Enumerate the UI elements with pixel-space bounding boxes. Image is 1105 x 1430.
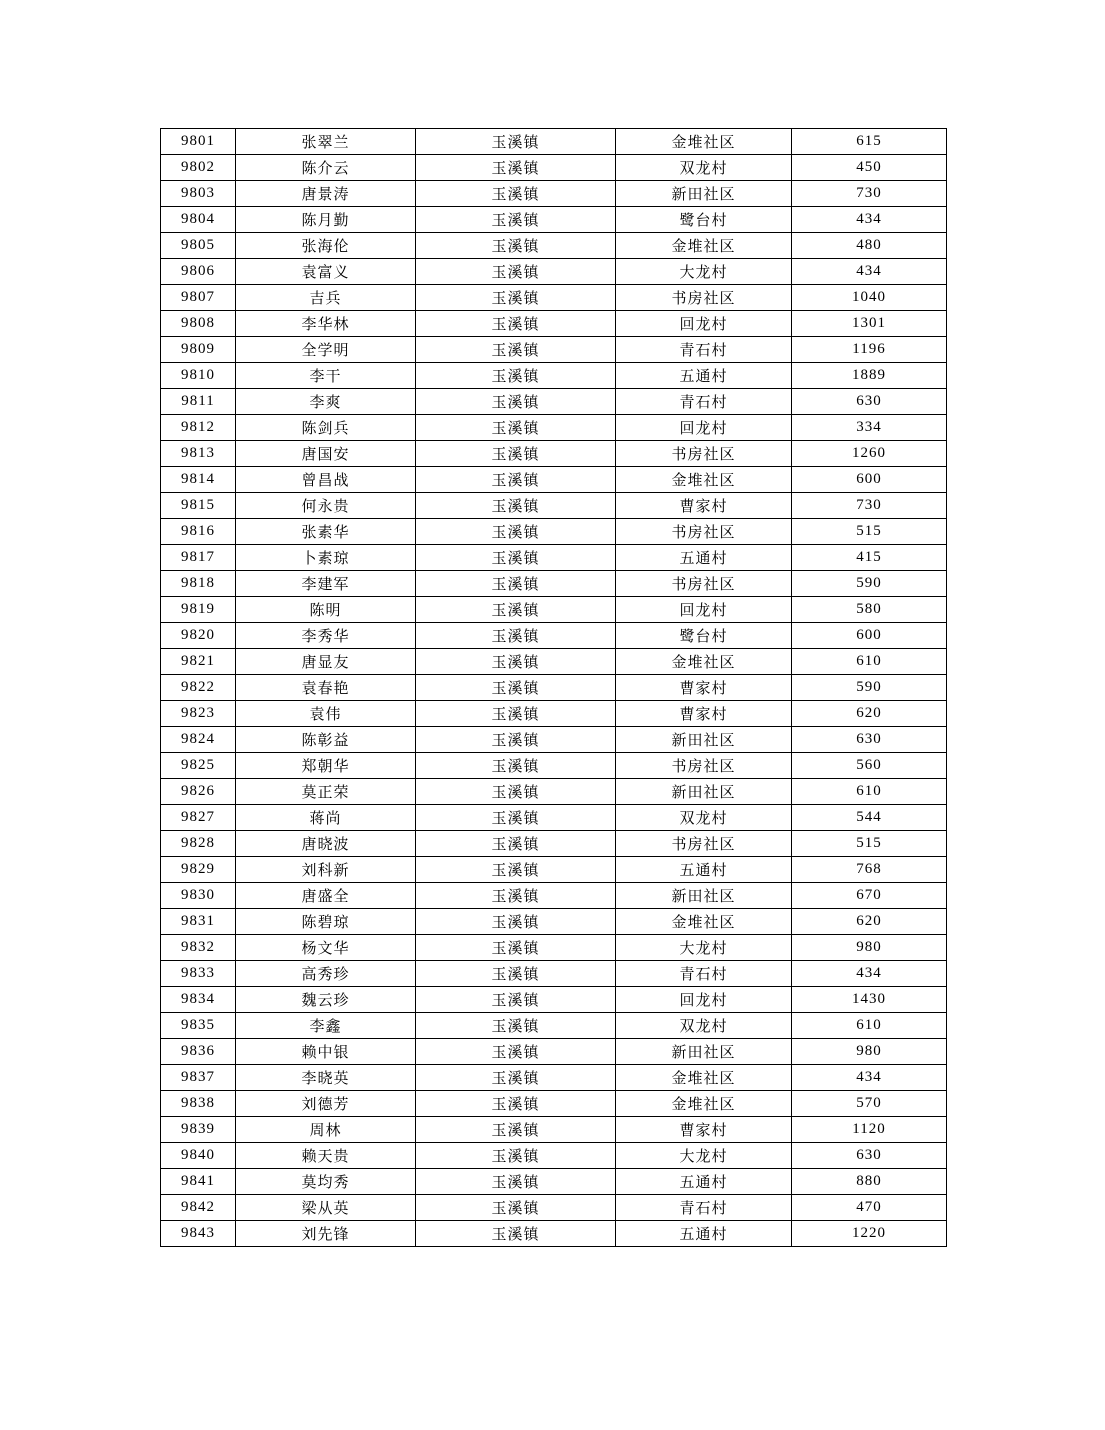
- cell-town: 玉溪镇: [416, 935, 616, 961]
- cell-name: 李华林: [236, 311, 416, 337]
- cell-town: 玉溪镇: [416, 649, 616, 675]
- cell-amount: 590: [792, 675, 947, 701]
- cell-amount: 670: [792, 883, 947, 909]
- cell-town: 玉溪镇: [416, 1013, 616, 1039]
- cell-village: 曹家村: [616, 675, 792, 701]
- cell-amount: 980: [792, 1039, 947, 1065]
- cell-id: 9806: [161, 259, 236, 285]
- cell-village: 五通村: [616, 1221, 792, 1247]
- cell-village: 回龙村: [616, 311, 792, 337]
- cell-amount: 434: [792, 961, 947, 987]
- table-row: [161, 363, 947, 389]
- cell-id: 9833: [161, 961, 236, 987]
- cell-name: 袁富义: [236, 259, 416, 285]
- cell-town: 玉溪镇: [416, 909, 616, 935]
- cell-id: 9842: [161, 1195, 236, 1221]
- cell-id: 9836: [161, 1039, 236, 1065]
- cell-town: 玉溪镇: [416, 597, 616, 623]
- table-row: [161, 155, 947, 181]
- cell-id: 9820: [161, 623, 236, 649]
- cell-id: 9810: [161, 363, 236, 389]
- cell-amount: 1196: [792, 337, 947, 363]
- cell-amount: 610: [792, 649, 947, 675]
- cell-name: 陈彰益: [236, 727, 416, 753]
- cell-name: 赖中银: [236, 1039, 416, 1065]
- cell-name: 何永贵: [236, 493, 416, 519]
- cell-village: 金堆社区: [616, 129, 792, 155]
- cell-town: 玉溪镇: [416, 129, 616, 155]
- cell-town: 玉溪镇: [416, 753, 616, 779]
- cell-name: 唐显友: [236, 649, 416, 675]
- cell-village: 金堆社区: [616, 1091, 792, 1117]
- cell-id: 9832: [161, 935, 236, 961]
- cell-amount: 1430: [792, 987, 947, 1013]
- cell-id: 9804: [161, 207, 236, 233]
- table-row: [161, 1169, 947, 1195]
- cell-name: 郑朝华: [236, 753, 416, 779]
- cell-town: 玉溪镇: [416, 1221, 616, 1247]
- cell-amount: 434: [792, 207, 947, 233]
- cell-village: 五通村: [616, 1169, 792, 1195]
- table-row: [161, 285, 947, 311]
- cell-id: 9839: [161, 1117, 236, 1143]
- cell-name: 赖天贵: [236, 1143, 416, 1169]
- cell-village: 双龙村: [616, 1013, 792, 1039]
- cell-id: 9814: [161, 467, 236, 493]
- cell-town: 玉溪镇: [416, 415, 616, 441]
- cell-name: 李晓英: [236, 1065, 416, 1091]
- cell-amount: 515: [792, 519, 947, 545]
- cell-amount: 1260: [792, 441, 947, 467]
- cell-name: 张海伦: [236, 233, 416, 259]
- cell-amount: 434: [792, 259, 947, 285]
- cell-id: 9802: [161, 155, 236, 181]
- cell-name: 卜素琼: [236, 545, 416, 571]
- cell-id: 9811: [161, 389, 236, 415]
- cell-town: 玉溪镇: [416, 831, 616, 857]
- cell-town: 玉溪镇: [416, 1091, 616, 1117]
- cell-village: 书房社区: [616, 831, 792, 857]
- cell-id: 9812: [161, 415, 236, 441]
- table-row: [161, 415, 947, 441]
- table-row: [161, 961, 947, 987]
- cell-town: 玉溪镇: [416, 155, 616, 181]
- cell-amount: 630: [792, 727, 947, 753]
- table-row: [161, 857, 947, 883]
- table-row: [161, 1065, 947, 1091]
- cell-id: 9816: [161, 519, 236, 545]
- cell-village: 回龙村: [616, 415, 792, 441]
- cell-amount: 580: [792, 597, 947, 623]
- cell-town: 玉溪镇: [416, 493, 616, 519]
- cell-village: 金堆社区: [616, 467, 792, 493]
- cell-amount: 1301: [792, 311, 947, 337]
- cell-id: 9825: [161, 753, 236, 779]
- table-row: [161, 519, 947, 545]
- cell-village: 书房社区: [616, 441, 792, 467]
- cell-name: 陈碧琼: [236, 909, 416, 935]
- cell-name: 陈月勤: [236, 207, 416, 233]
- cell-id: 9822: [161, 675, 236, 701]
- cell-id: 9803: [161, 181, 236, 207]
- table-row: [161, 805, 947, 831]
- cell-town: 玉溪镇: [416, 571, 616, 597]
- cell-id: 9824: [161, 727, 236, 753]
- cell-amount: 544: [792, 805, 947, 831]
- cell-amount: 880: [792, 1169, 947, 1195]
- roster-table-body: [161, 129, 947, 1247]
- cell-name: 张翠兰: [236, 129, 416, 155]
- cell-name: 唐盛全: [236, 883, 416, 909]
- cell-town: 玉溪镇: [416, 233, 616, 259]
- cell-name: 魏云珍: [236, 987, 416, 1013]
- cell-village: 新田社区: [616, 1039, 792, 1065]
- cell-name: 李建军: [236, 571, 416, 597]
- cell-amount: 470: [792, 1195, 947, 1221]
- cell-village: 金堆社区: [616, 649, 792, 675]
- cell-town: 玉溪镇: [416, 259, 616, 285]
- cell-name: 刘先锋: [236, 1221, 416, 1247]
- cell-village: 书房社区: [616, 519, 792, 545]
- table-row: [161, 623, 947, 649]
- table-row: [161, 727, 947, 753]
- cell-town: 玉溪镇: [416, 285, 616, 311]
- cell-amount: 630: [792, 1143, 947, 1169]
- table-row: [161, 337, 947, 363]
- cell-amount: 415: [792, 545, 947, 571]
- table-row: [161, 311, 947, 337]
- cell-town: 玉溪镇: [416, 987, 616, 1013]
- cell-town: 玉溪镇: [416, 441, 616, 467]
- cell-village: 青石村: [616, 961, 792, 987]
- table-row: [161, 779, 947, 805]
- cell-town: 玉溪镇: [416, 181, 616, 207]
- cell-town: 玉溪镇: [416, 337, 616, 363]
- table-row: [161, 909, 947, 935]
- cell-village: 新田社区: [616, 883, 792, 909]
- cell-name: 莫均秀: [236, 1169, 416, 1195]
- cell-name: 陈明: [236, 597, 416, 623]
- cell-town: 玉溪镇: [416, 675, 616, 701]
- table-row: [161, 389, 947, 415]
- cell-name: 梁从英: [236, 1195, 416, 1221]
- table-row: [161, 441, 947, 467]
- cell-town: 玉溪镇: [416, 701, 616, 727]
- cell-amount: 450: [792, 155, 947, 181]
- table-row: [161, 493, 947, 519]
- table-row: [161, 1039, 947, 1065]
- table-row: [161, 701, 947, 727]
- cell-amount: 610: [792, 1013, 947, 1039]
- cell-name: 刘德芳: [236, 1091, 416, 1117]
- table-row: [161, 1221, 947, 1247]
- cell-name: 唐晓波: [236, 831, 416, 857]
- table-row: [161, 545, 947, 571]
- cell-name: 李秀华: [236, 623, 416, 649]
- cell-village: 青石村: [616, 1195, 792, 1221]
- cell-name: 刘科新: [236, 857, 416, 883]
- cell-village: 书房社区: [616, 285, 792, 311]
- table-row: [161, 883, 947, 909]
- cell-town: 玉溪镇: [416, 1039, 616, 1065]
- cell-id: 9823: [161, 701, 236, 727]
- cell-id: 9838: [161, 1091, 236, 1117]
- cell-id: 9807: [161, 285, 236, 311]
- table-row: [161, 987, 947, 1013]
- cell-id: 9837: [161, 1065, 236, 1091]
- cell-village: 新田社区: [616, 727, 792, 753]
- table-row: [161, 597, 947, 623]
- cell-id: 9828: [161, 831, 236, 857]
- cell-name: 李鑫: [236, 1013, 416, 1039]
- cell-amount: 630: [792, 389, 947, 415]
- cell-village: 新田社区: [616, 181, 792, 207]
- cell-amount: 615: [792, 129, 947, 155]
- cell-name: 曾昌战: [236, 467, 416, 493]
- cell-town: 玉溪镇: [416, 311, 616, 337]
- table-row: [161, 1195, 947, 1221]
- cell-village: 金堆社区: [616, 909, 792, 935]
- cell-id: 9817: [161, 545, 236, 571]
- cell-amount: 600: [792, 467, 947, 493]
- cell-town: 玉溪镇: [416, 519, 616, 545]
- cell-town: 玉溪镇: [416, 1117, 616, 1143]
- cell-name: 袁春艳: [236, 675, 416, 701]
- cell-amount: 980: [792, 935, 947, 961]
- cell-id: 9840: [161, 1143, 236, 1169]
- cell-town: 玉溪镇: [416, 805, 616, 831]
- cell-village: 双龙村: [616, 805, 792, 831]
- table-row: [161, 1117, 947, 1143]
- cell-village: 书房社区: [616, 753, 792, 779]
- cell-id: 9818: [161, 571, 236, 597]
- cell-town: 玉溪镇: [416, 727, 616, 753]
- cell-amount: 1040: [792, 285, 947, 311]
- cell-id: 9829: [161, 857, 236, 883]
- table-row: [161, 467, 947, 493]
- cell-town: 玉溪镇: [416, 1195, 616, 1221]
- cell-town: 玉溪镇: [416, 623, 616, 649]
- cell-id: 9819: [161, 597, 236, 623]
- cell-name: 全学明: [236, 337, 416, 363]
- cell-id: 9815: [161, 493, 236, 519]
- cell-amount: 590: [792, 571, 947, 597]
- cell-id: 9826: [161, 779, 236, 805]
- cell-name: 莫正荣: [236, 779, 416, 805]
- cell-amount: 730: [792, 181, 947, 207]
- cell-id: 9830: [161, 883, 236, 909]
- table-row: [161, 831, 947, 857]
- table-row: [161, 259, 947, 285]
- cell-village: 鹭台村: [616, 207, 792, 233]
- table-row: [161, 233, 947, 259]
- cell-name: 李爽: [236, 389, 416, 415]
- cell-town: 玉溪镇: [416, 363, 616, 389]
- cell-amount: 620: [792, 701, 947, 727]
- table-row: [161, 1091, 947, 1117]
- cell-town: 玉溪镇: [416, 545, 616, 571]
- cell-village: 大龙村: [616, 935, 792, 961]
- cell-id: 9843: [161, 1221, 236, 1247]
- cell-town: 玉溪镇: [416, 857, 616, 883]
- cell-town: 玉溪镇: [416, 961, 616, 987]
- cell-id: 9813: [161, 441, 236, 467]
- table-row: [161, 649, 947, 675]
- table-row: [161, 571, 947, 597]
- cell-village: 双龙村: [616, 155, 792, 181]
- cell-village: 回龙村: [616, 987, 792, 1013]
- table-row: [161, 753, 947, 779]
- cell-name: 陈剑兵: [236, 415, 416, 441]
- cell-village: 金堆社区: [616, 233, 792, 259]
- table-row: [161, 129, 947, 155]
- cell-name: 杨文华: [236, 935, 416, 961]
- cell-id: 9831: [161, 909, 236, 935]
- cell-village: 曹家村: [616, 701, 792, 727]
- cell-id: 9808: [161, 311, 236, 337]
- table-row: [161, 675, 947, 701]
- cell-village: 五通村: [616, 363, 792, 389]
- cell-village: 五通村: [616, 857, 792, 883]
- cell-id: 9827: [161, 805, 236, 831]
- cell-name: 袁伟: [236, 701, 416, 727]
- cell-name: 周林: [236, 1117, 416, 1143]
- cell-amount: 610: [792, 779, 947, 805]
- cell-amount: 1120: [792, 1117, 947, 1143]
- roster-table: [160, 128, 947, 1247]
- cell-name: 唐景涛: [236, 181, 416, 207]
- cell-amount: 334: [792, 415, 947, 441]
- table-row: [161, 1143, 947, 1169]
- cell-town: 玉溪镇: [416, 883, 616, 909]
- cell-town: 玉溪镇: [416, 389, 616, 415]
- cell-id: 9801: [161, 129, 236, 155]
- cell-amount: 434: [792, 1065, 947, 1091]
- cell-amount: 480: [792, 233, 947, 259]
- cell-name: 唐国安: [236, 441, 416, 467]
- cell-town: 玉溪镇: [416, 1065, 616, 1091]
- cell-village: 曹家村: [616, 493, 792, 519]
- table-row: [161, 935, 947, 961]
- cell-village: 青石村: [616, 337, 792, 363]
- cell-id: 9805: [161, 233, 236, 259]
- cell-amount: 600: [792, 623, 947, 649]
- cell-name: 蒋尚: [236, 805, 416, 831]
- cell-town: 玉溪镇: [416, 1169, 616, 1195]
- cell-village: 大龙村: [616, 259, 792, 285]
- cell-village: 五通村: [616, 545, 792, 571]
- cell-amount: 730: [792, 493, 947, 519]
- cell-amount: 570: [792, 1091, 947, 1117]
- cell-amount: 1220: [792, 1221, 947, 1247]
- cell-town: 玉溪镇: [416, 207, 616, 233]
- cell-id: 9821: [161, 649, 236, 675]
- cell-name: 陈介云: [236, 155, 416, 181]
- cell-amount: 768: [792, 857, 947, 883]
- cell-amount: 560: [792, 753, 947, 779]
- cell-name: 高秀珍: [236, 961, 416, 987]
- cell-id: 9809: [161, 337, 236, 363]
- cell-id: 9841: [161, 1169, 236, 1195]
- table-row: [161, 207, 947, 233]
- cell-town: 玉溪镇: [416, 467, 616, 493]
- cell-town: 玉溪镇: [416, 779, 616, 805]
- cell-id: 9835: [161, 1013, 236, 1039]
- table-row: [161, 1013, 947, 1039]
- cell-town: 玉溪镇: [416, 1143, 616, 1169]
- cell-id: 9834: [161, 987, 236, 1013]
- cell-village: 青石村: [616, 389, 792, 415]
- cell-village: 鹭台村: [616, 623, 792, 649]
- cell-village: 大龙村: [616, 1143, 792, 1169]
- cell-amount: 620: [792, 909, 947, 935]
- cell-village: 书房社区: [616, 571, 792, 597]
- cell-village: 金堆社区: [616, 1065, 792, 1091]
- cell-village: 回龙村: [616, 597, 792, 623]
- cell-amount: 515: [792, 831, 947, 857]
- table-row: [161, 181, 947, 207]
- cell-village: 新田社区: [616, 779, 792, 805]
- cell-name: 吉兵: [236, 285, 416, 311]
- cell-name: 张素华: [236, 519, 416, 545]
- cell-name: 李干: [236, 363, 416, 389]
- cell-amount: 1889: [792, 363, 947, 389]
- cell-village: 曹家村: [616, 1117, 792, 1143]
